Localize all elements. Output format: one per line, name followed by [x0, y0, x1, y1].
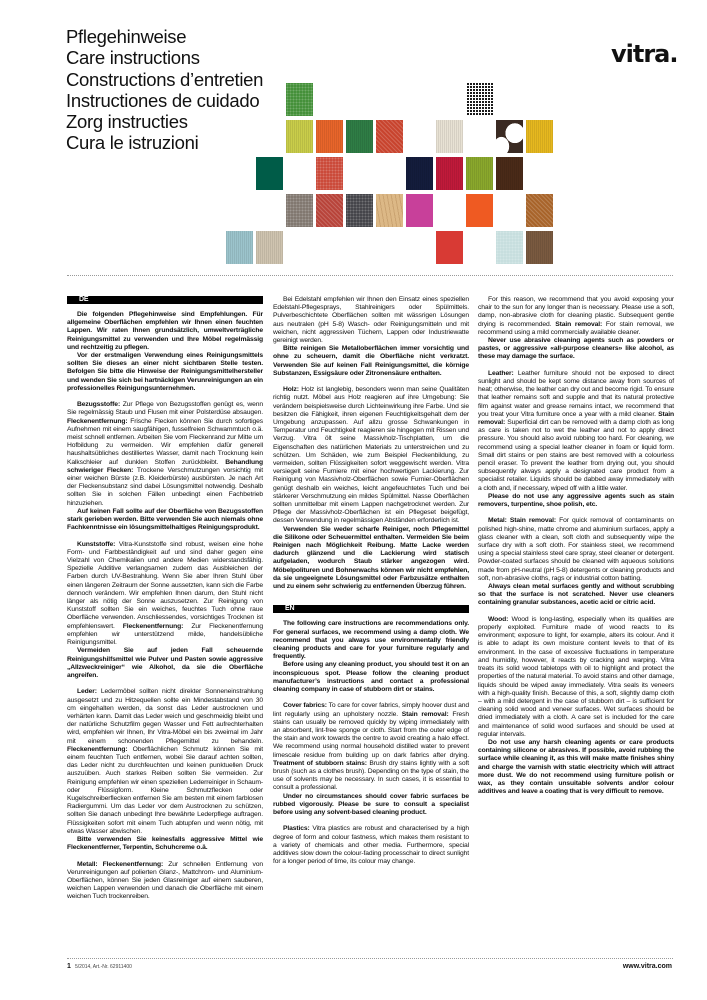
paragraph: [67, 352, 263, 393]
paragraph: [273, 620, 469, 661]
material-swatch: [526, 194, 553, 227]
material-swatch: [316, 120, 343, 153]
body-text: Oberflächlichen Schmutz können Sie mit einem feuchten Tuch entfernen, wobei Sie darauf achten sollten, das Leder nicht zu durchfeuchten und keinen punktuellen Druck auszuüben. Auch starkes Reiben sollten Sie vermeiden. Zur Reinigung empfehlen wir einen speziellen Lederreiniger in Schaum- oder Flüssigform. Kleine Schmutzflecken oder Kugelschreiberflecken entfernen Sie am besten mit einem farblosen Radiergummi. Um das Leder vor dem Austrocknen zu schützen, sollten Sie danach unbedingt Ihre bewährte Lederpflege auftragen. Flüssigkeiten sofort mit einem Tuch abtupfen und wenn nötig, mit etwas Wasser abwischen.: [67, 745, 263, 835]
care-section: [273, 702, 469, 817]
material-swatch: [496, 157, 523, 190]
bold-text: Stain removal:: [401, 710, 449, 718]
paragraph: [478, 370, 674, 493]
english-section: [273, 605, 469, 866]
care-section: [67, 311, 263, 393]
bold-text: Metall: Fleckenentfernung:: [77, 860, 164, 868]
material-swatch: [286, 194, 313, 227]
material-swatch: [346, 194, 373, 227]
bold-text: Leather:: [488, 369, 514, 377]
bold-text: Treatment of stubborn stains:: [273, 759, 367, 767]
material-swatch: [466, 194, 493, 227]
body-text: Trockene Verschmutzungen vorsichtig mit einer weichen Bürste (z.B. Kleiderbürste) ausbürsten. Je nach Art der Fleckensubstanz sind dabei Lösungsmittel notwendig. Deshalb sollten Sie in solchen Fällen unbedingt einen Fachbetrieb hinzuziehen.: [67, 466, 263, 507]
column-1: [67, 296, 263, 910]
column-3: [478, 296, 674, 805]
care-section: [273, 825, 469, 866]
bold-text: Bitte reinigen Sie Metalloberflächen immer vorsichtig und ohne zu scheuern, damit die Oberfläche nicht verkratzt. Verwenden Sie auf keinen Fall Reinigungsmittel, die körnige Substanzen, Essigsäure oder Zitronensäure enthalten.: [273, 345, 469, 377]
paragraph: [478, 616, 674, 739]
care-section: [67, 401, 263, 532]
paragraph: [273, 345, 469, 378]
material-swatch: [466, 157, 493, 190]
bold-text: Before using any cleaning product, you should test it on an inconspicuous spot. Please follow the cleaning product manufacturer’s instructions and contact a professional cleaning company in case of stubborn dirt or stains.: [273, 661, 469, 693]
material-swatch-grid: [0, 0, 707, 280]
bold-text: Always clean metal surfaces gently and without scrubbing so that the surface is not scratched. Never use cleaners containing granular substances, acetic acid or citric acid.: [478, 583, 674, 607]
paragraph: [478, 493, 674, 509]
paragraph: [67, 311, 263, 352]
body-text: To care for cover fabrics, simply hoover dust and lint regularly using an upholstery nozzle.: [273, 702, 469, 718]
bold-text: Cover fabrics:: [283, 702, 327, 710]
body-text: Vitra plastics are robust and characterised by a high degree of form and colour fastness, which makes them resistant to a variety of chemicals and other media. Furthermore, special additives slow down the colour-fading processchair to direct sunlight for a longer period of time, its colour may change.: [273, 825, 469, 866]
language-header-en: EN: [273, 605, 469, 613]
bold-text: Die folgenden Pflegehinweise sind Empfehlungen. Für allgemeine Oberflächen empfehlen wir Ihnen einen feuchten Lappen. Wir raten Ihnen grundsätzlich, umweltverträgliche Reinigungsmittel zu verwenden und Ihre Möbel regelmässig und rechtzeitig zu pflegen.: [67, 311, 263, 351]
bold-text: Vor der erstmaligen Verwendung eines Reinigungsmittels sollten Sie dieses an einer nicht sichtbaren Stelle testen. Befolgen Sie bitte die Hinweise der Reinigungsmittelhersteller und wenden Sie sich bei hartnäckigen Verunreinigungen an ein professionelles Reinigungsunternehmen.: [67, 352, 263, 392]
paragraph: [67, 541, 263, 648]
material-swatch: [436, 157, 463, 190]
material-swatch: [256, 157, 283, 190]
material-swatch: [406, 157, 433, 190]
bold-text: Fleckenentfernung:: [67, 745, 128, 753]
article-number: 5/2014, Art.-Nr. 62911400: [75, 964, 132, 970]
body-text: Zur schnellen Entfernung von Verunreinigungen auf polierten Glanz-, Mattchrom- und Aluminium-Oberflächen, können Sie jeden Glasreiniger auf einem sauberen, weichen Lappen verwenden und danach die Oberfläche mit einem weichen Tuch trockenreiben.: [67, 860, 264, 901]
body-text: Frische Flecken können Sie durch sofortiges Aufnehmen mit einem saugfähigen, fusselfreien Schwammtuch o.ä. meist schnell entfernen. Arbeiten Sie vom Fleckenrand zur Mitte um Hofbildung zu vermeiden. Wir empfehlen dafür generell haushaltsübliches destilliertes Wasser, damit nach Trocknung kein Kalkschleier auf dunklen Stoffen zurückbleibt.: [67, 417, 263, 466]
title-it: Cura le istruzioni: [66, 132, 199, 154]
body-text: Bei Edelstahl empfehlen wir Ihnen den Einsatz eines speziellen Edelstahl-Pflegesprays, Stahlreinigers oder Spülmittels. Pulverbeschichtete Oberflächen sollten mit wässrigen Lösungen aus neutralen (pH 5-8) Wasch- oder Reinigungsmitteln und mit weichen, nicht aggressiven Tüchern, Lappen oder Industriewatte gereinigt werden.: [273, 296, 469, 345]
bold-text: Auf keinen Fall sollte auf der Oberfläche von Bezugsstoffen stark gerieben werden. Bitte verwenden Sie auch niemals ohne Fachkenntnisse ein lösungsmittelhaltiges Reinigungsprodukt.: [67, 507, 263, 532]
care-section: [67, 861, 263, 902]
material-swatch: [526, 120, 553, 153]
bold-text: Never use abrasive cleaning agents such as powders or pastes, or aggressive «all-purpose cleaners» like alcohol, as these may damage the surface.: [478, 337, 674, 361]
care-section: [67, 688, 263, 852]
paragraph: [478, 337, 674, 362]
bold-text: Bitte verwenden Sie keinesfalls aggressive Mittel wie Fleckenentferner, Terpentin, Schuhcreme o.ä.: [67, 835, 263, 852]
body-text: Fresh stains can usually be removed quickly by wiping immediately with an absorbent, lint-free sponge or cloth. Start from the outer edge of the stain and work towards the centre to avoid creating a halo effect. We recommend using normal household distilled water to prevent limescale residue from building up on dark fabrics after drying.: [273, 710, 469, 759]
material-swatch: [256, 231, 283, 264]
paragraph: [67, 836, 263, 852]
care-section: [273, 386, 469, 591]
bold-text: Do not use any harsh cleaning agents or care products containing silicone or abrasives. If possible, avoid rubbing the surface while cleaning it, as this will make matte finishes shiny and charge the varnish with static electricity which will attract more dust. We do not recommend using furniture polish or wax, as they contain unsuitable solvents and/or colour additives and leave a coating that is very difficult to remove.: [478, 738, 674, 796]
bold-text: Under no circumstances should cover fabric surfaces be rubbed vigorously. Please be sure to consult a specialist before using any solvent-based cleaning product.: [273, 792, 469, 816]
page-number: 1: [67, 963, 71, 970]
bold-text: Verwenden Sie weder scharfe Reiniger, noch Pflegemittel die Silikone oder Scheuermittel enthalten. Vermeiden Sie beim Reinigen nach Möglichkeit Reibung. Matte Lacke werden dadurch glänzend und die Lackierung wird statisch aufgeladen, wodurch Staub stärker angezogen wird. Möbelpolituren und Bohnerwachs können wir nicht empfehlen, da sie ungeeignete Lösungsmittel oder Farbzusätze enthalten und zu einem sehr schwierig zu entfernenden Überzug führen.: [273, 525, 469, 591]
body-text: For quick removal of contaminants on polished high-shine, matte chrome and aluminium surfaces, apply a glass cleaner with a clean, soft cloth and subsequently wipe the surface dry with a soft cloth. For stainless steel, we recommend using a special stainless steel care spray, steel cleaner or detergent. Powder-coated surfaces should be cleaned with aqueous solutions made from pH-neutral (pH 5-8) detergents or cleaning products and soft, non-abrasive cloths, rags or industrial cotton batting.: [478, 517, 674, 582]
care-section: [478, 370, 674, 509]
bold-text: Fleckenentfernung:: [67, 417, 128, 425]
bold-text: Holz:: [283, 386, 299, 394]
bold-text: Kunststoffe:: [77, 540, 116, 548]
material-swatch: [376, 194, 403, 227]
material-swatch: [466, 83, 493, 116]
body-text: For this reason, we recommend that you avoid exposing your chair to the sun for any longer than is necessary. Please use a soft, damp, non-abrasive cloth for cleaning plastic. Subsequent gentle drying is recommended.: [478, 296, 674, 328]
body-text: Wood is long-lasting, especially when its qualities are properly exploited. Furniture made of wood reacts to its environment; exposure to light, for example, alters its colour. And it is able to adapt its own moisture content levels to that of its environment. In the case of excessive fluctuations in temperature and humidity, however, it reacts by cracking and warping. Vitra treats its solid wood tabletops with oil to highlight and protect the properties of the natural material. To avoid stains and other damage, liquids should be wiped away immediately. Vitra seals its veneers with a high-quality finish. Because of this, a soft, slightly damp cloth – with a mild detergent in the case of stubborn dirt – is sufficient for cleaning solid wood and veneer surfaces. Wet surfaces should be dried immediately with a cloth. A care set is included for the care and maintenance of solid wood surfaces and should be used at regular intervals.: [478, 615, 674, 738]
body-text: Holz ist langlebig, besonders wenn man seine Qualitäten richtig nutzt. Möbel aus Holz reagieren auf ihre Umgebung: Sie verändern beispielsweise durch Lichteinwirkung ihre Farbe. Und sie besitzen die Fähigkeit, ihren eigenen Feuchtigkeitsgehalt dem der Umgebung anzupassen. Auf allzu grosse Schwankungen in Temperatur und Feuchtigkeit reagieren sie hingegen mit Rissen und Verzug. Vitra ölt seine Massivholz-Tischplatten, um die Eigenschaften des natürlichen Materials zu unterstreichen und zu schützen. Um Schäden, wie zum Beispiel Fleckenbildung, zu vermeiden, sollten Flüssigkeiten sofort weggewischt werden. Vitra versiegelt seine Furniere mit einer hochwertigen Lackierung. Zur Reinigung von Massivholz-Oberflächen sowie Furnier-Oberflächen genügt deshalb ein weiches, leicht angefeuchtetes Tuch und bei stärkerer Verschmutzung ein mildes Spülmittel. Nasse Oberflächen sollten unmittelbar mit einem Lappen nachgetrocknet werden. Zur Pflege der Massivholz-Oberflächen ist ein Pflegeset beigefügt, dessen Verwendung in regelmässigen Abständen erforderlich ist.: [273, 386, 469, 525]
bold-text: Plastics:: [283, 825, 310, 833]
bold-text: Stain removal:: [478, 410, 674, 427]
body-text: Vitra-Kunststoffe sind robust, weisen eine hohe Form- und Farbbeständigkeit auf und sind daher gegen eine Vielzahl von Chemikalien und andere Medien widerstandsfähig. Spezielle Additive verlangsamen zudem das Ausbleichen der Farben durch UV-Bestrahlung. Wenn Sie aber Ihren Stuhl über einen längeren Zeitraum der Sonne aussetzten, kann sich die Farbe dennoch verändern. Wir empfehlen Ihnen darum, den Stuhl nicht länger als nötig der Sonne auszusetzen. Zur Reinigung von Kunststoff sollten Sie ein weiches, feuchtes Tuch ohne raue Oberfläche verwenden. Anschliessendes, vorsichtiges Trocknen ist empfehlenswert.: [67, 540, 263, 630]
care-section: [273, 620, 469, 694]
header-divider: [67, 275, 673, 276]
column-2: [273, 296, 469, 875]
body-text: Brush dry stains lightly with a soft brush (such as a clothes brush). Depending on the type of stain, the use of solvents may be necessary. In such cases, it is essential to consult a professional.: [273, 759, 469, 792]
care-section: [67, 541, 263, 680]
paragraph: [273, 296, 469, 345]
paragraph: [273, 661, 469, 694]
paragraph: [273, 825, 469, 866]
bold-text: Fleckenentfernung:: [122, 622, 184, 630]
title-es: Instructiones de cuidado: [66, 89, 260, 111]
bold-text: Stain removal:: [555, 320, 603, 328]
title-en: Care instructions: [66, 47, 200, 69]
bold-text: Vermeiden Sie auf jeden Fall scheuernde Reinigungshilfsmittel wie Pulver und Pasten sowie aggressive „Allzweckreiniger“ wie Alkohol, da sie die Oberfläche angreifen.: [67, 647, 263, 679]
body-text: Superficial dirt can be removed with a damp cloth as long as care is taken not to wet the leather and not to apply direct pressure. You should also avoid rubbing too hard. For cleaning, we recommend using a special leather cleaner in foam or liquid form. Small dirt stains or pen stains are best removed with a colourless pencil eraser. To prevent the leather from drying out, you should subsequently always apply a designated care product from a specialist retailer. Liquids should be dabbed away immediately with a cloth and, if necessary, wiped off with a little water.: [478, 419, 674, 492]
material-swatch: [496, 231, 523, 264]
bold-text: Behandlung schwieriger Flecken:: [67, 458, 263, 474]
body-text: Zur Pflege von Bezugsstoffen genügt es, wenn Sie regelmässig Staub und Flusen mit einer Polsterdüse absaugen.: [67, 401, 263, 417]
care-section: [273, 296, 469, 378]
paragraph: [273, 386, 469, 525]
material-swatch: [316, 194, 343, 227]
body-text: Zur Fleckenentfernung empfehlen wir unterstützend milde, handelsübliche Reinigungsmittel.: [67, 622, 263, 647]
footer-divider: [67, 958, 673, 959]
care-section: [478, 616, 674, 796]
bold-text: Please do not use any aggressive agents such as stain removers, turpentine, shoe polish, etc.: [478, 492, 674, 509]
paragraph: [67, 647, 263, 680]
vitra-logo: vitra.: [611, 40, 678, 68]
material-swatch: [286, 120, 313, 153]
paragraph: [478, 517, 674, 583]
material-swatch: [316, 157, 343, 190]
bold-text: Leder:: [77, 688, 97, 696]
material-swatch: [226, 231, 253, 264]
language-header-de: DE: [67, 296, 263, 304]
paragraph: [67, 861, 263, 902]
care-section: [478, 517, 674, 607]
material-swatch: [376, 120, 403, 153]
bold-text: Metal: Stain removal:: [488, 517, 557, 525]
paragraph: [67, 688, 263, 836]
paragraph: [67, 401, 263, 508]
paragraph: [273, 702, 469, 792]
care-section: [478, 296, 674, 362]
bold-text: Wood:: [488, 615, 509, 623]
body-text: Leather furniture should not be exposed to direct sunlight and should be kept some distance away from sources of heat; otherwise, the leather can dry out and become rigid. To ensure that leather remains soft and supple and that its natural protective film against water and grease remains intact, we recommend that you treat your Vitra furniture once a year with a mild cleaner.: [478, 369, 674, 418]
paragraph: [478, 296, 674, 337]
material-swatch: [406, 194, 433, 227]
material-swatch: [526, 231, 553, 264]
body-text: Ledermöbel sollten nicht direkter Sonneneinstrahlung ausgesetzt und zu Hitzequellen sollte ein Mindestabstand von 30 cm eingehalten werden, da sonst das Leder austrocknen und verhärten kann. Damit das Leder weich und geschmeidig bleibt und der natürliche Schutzfilm gegen Wasser und Fett aufrechterhalten wird, empfehlen wir Ihnen, Ihr Vitra-Möbel ein bis zweimal im Jahr mit einem schonenden Pflegemittel zu behandeln.: [67, 688, 263, 745]
title-fr: Constructions d’entretien: [66, 68, 264, 90]
material-swatch: [286, 83, 313, 116]
paragraph: [273, 526, 469, 592]
title-de: Pflegehinweise: [66, 26, 187, 47]
paragraph: [478, 583, 674, 608]
bold-text: The following care instructions are recommendations only. For general surfaces, we recommend using a damp cloth. We recommend that you always use environmentally friendly cleaning products and care for your furniture regularly and frequently.: [273, 620, 469, 661]
title-nl: Zorg instructies: [66, 111, 188, 133]
website-link[interactable]: www.vitra.com: [622, 963, 672, 970]
paragraph: [478, 739, 674, 796]
bold-text: Bezugsstoffe:: [77, 401, 121, 409]
material-swatch: [346, 120, 373, 153]
material-swatch: [436, 231, 463, 264]
paragraph: [67, 508, 263, 533]
material-swatch: [496, 120, 523, 153]
material-swatch: [436, 120, 463, 153]
paragraph: [273, 793, 469, 818]
body-text: For stain removal, we recommend using a mild commercially available cleaner.: [478, 320, 674, 336]
